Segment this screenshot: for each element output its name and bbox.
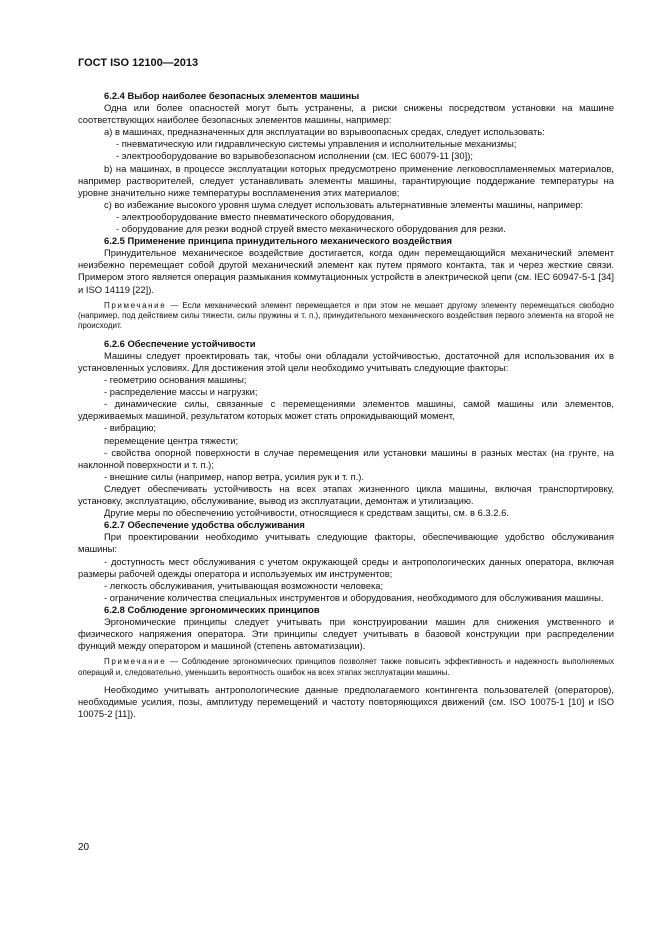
paragraph: a) в машинах, предназначенных для эксплуатации во взрывоопасных средах, следует использовать: — [104, 126, 545, 138]
document-body — [78, 90, 614, 720]
section-heading: 6.2.6 Обеспечение устойчивости — [104, 337, 256, 349]
paragraph: - внешние силы (например, напор ветра, усилия рук и т. п.). — [104, 470, 365, 482]
page-number: 20 — [78, 842, 90, 853]
note-label: Примечание — [104, 657, 167, 667]
list-item: - электрооборудование во взрывобезопасном исполнении (см. IEC 60079-11 [30]); — [116, 150, 473, 162]
paragraph: - распределение массы и нагрузки; — [104, 386, 258, 398]
paragraph: Принудительное механическое воздействие достигается, когда один перемещающийся механический элемент неизбежно перемещает собой другой механический элемент как путем прямого контакта, так и через жесткие связи. Примером этого является операция размыкания коммутационных устройств в электрической цепи (см. IEC 60947-5-1 [34] и ISO 14119 [22]). — [78, 247, 614, 295]
paragraph: При проектировании необходимо учитывать следующие факторы, обеспечивающие удобство обслуживания машины: — [78, 531, 614, 555]
document-header: ГОСТ ISO 12100—2013 — [78, 57, 199, 69]
paragraph: c) во избежание высокого уровня шума следует использовать альтернативные элементы машины, например: — [104, 198, 584, 210]
paragraph: перемещение центра тяжести; — [104, 434, 239, 446]
section-heading: 6.2.4 Выбор наиболее безопасных элементов машины — [104, 90, 360, 101]
paragraph: Одна или более опасностей могут быть устранены, а риски снижены посредством установки на машине соответствующих наиболее безопасных элементов машины, например: — [78, 102, 614, 126]
paragraph: - легкость обслуживания, учитывающая возможности человека; — [104, 579, 384, 591]
section-heading: 6.2.7 Обеспечение удобства обслуживания — [104, 519, 305, 531]
paragraph: - геометрию основания машины; — [104, 374, 247, 386]
section-heading: 6.2.5 Применение принципа принудительного механического воздействия — [104, 235, 452, 247]
paragraph: Следует обеспечивать устойчивость на всех этапах жизненного цикла машины, включая транспортировку, установку, эксплуатацию, обслуживание, вывод из эксплуатации, демонтаж и утилизацию. — [78, 482, 614, 507]
paragraph: - свойства опорной поверхности в случае перемещения или установки машины в разных местах (на грунте, на наклонной поверхности и т. п.); — [78, 446, 614, 470]
paragraph: b) на машинах, в процессе эксплуатации которых предусмотрено применение легковоспламеняемых материалов, например растворителей, следует устанавливать элементы машины, гарантирующие поддержание температуры на уровне значительно ниже температуры воспламенения этих материалов; — [78, 162, 614, 198]
paragraph: Необходимо учитывать антропологические данные предполагаемого контингента пользователей (операторов), необходимые усилия, позы, амплитуду перемещений и частоту повторяющихся движений (см. ISO 10075-1 [10] и ISO 10075-2 [11]). — [78, 684, 614, 720]
note-paragraph — [78, 301, 614, 332]
list-item: - пневматическую или гидравлическую системы управления и исполнительные механизмы; — [116, 138, 517, 150]
list-item: - электрооборудование вместо пневматического оборудования, — [116, 210, 395, 222]
note-text: — Если механический элемент перемещается и при этом не мешает другому элементу перемещаться свободно (например, под действием силы тяжести, силы пружины и т. п.), принудительного механического воздействия первого элемента на второй не происходит. — [78, 300, 614, 331]
paragraph: Машины следует проектировать так, чтобы они обладали устойчивостью, достаточной для использования их в установленных условиях. Для достижения этой цели необходимо учитывать следующие факторы: — [78, 349, 614, 373]
section-heading: 6.2.8 Соблюдение эргономических принципов — [104, 603, 320, 615]
paragraph: Другие меры по обеспечению устойчивости, относящиеся к средствам защиты, см. в 6.3.2.6. — [104, 507, 509, 519]
paragraph: Эргономические принципы следует учитывать при конструировании машин для снижения умственного и физического напряжения оператора. Эти принципы следует учитывать в базовой конструкции при распределении функций между оператором и машиной (степень автоматизации). — [78, 615, 614, 652]
paragraph: - доступность мест обслуживания с учетом окружающей среды и антропологических данных оператора, включая размеры рабочей одежды оператора и используемых им инструментов; — [78, 555, 614, 579]
paragraph: - вибрацию; — [104, 422, 156, 434]
list-item: - оборудование для резки водной струей вместо механического оборудования для резки. — [116, 223, 506, 235]
note-text: — Соблюдение эргономических принципов позволяет также повысить эффективность и надежность выполняемых операций и, следовательно, уменьшить вероятность ошибок на всех этапах эксплуатации машины. — [78, 657, 614, 677]
note-paragraph — [78, 657, 614, 678]
paragraph: - динамические силы, связанные с перемещениями элементов машины, самой машины или элементов, удерживаемых машиной, результатом которых может стать опрокидывающий момент, — [78, 398, 614, 422]
paragraph: - ограничение количества специальных инструментов и оборудования, необходимого для обслуживания машины. — [104, 591, 604, 603]
note-label: Примечание — [104, 300, 167, 310]
